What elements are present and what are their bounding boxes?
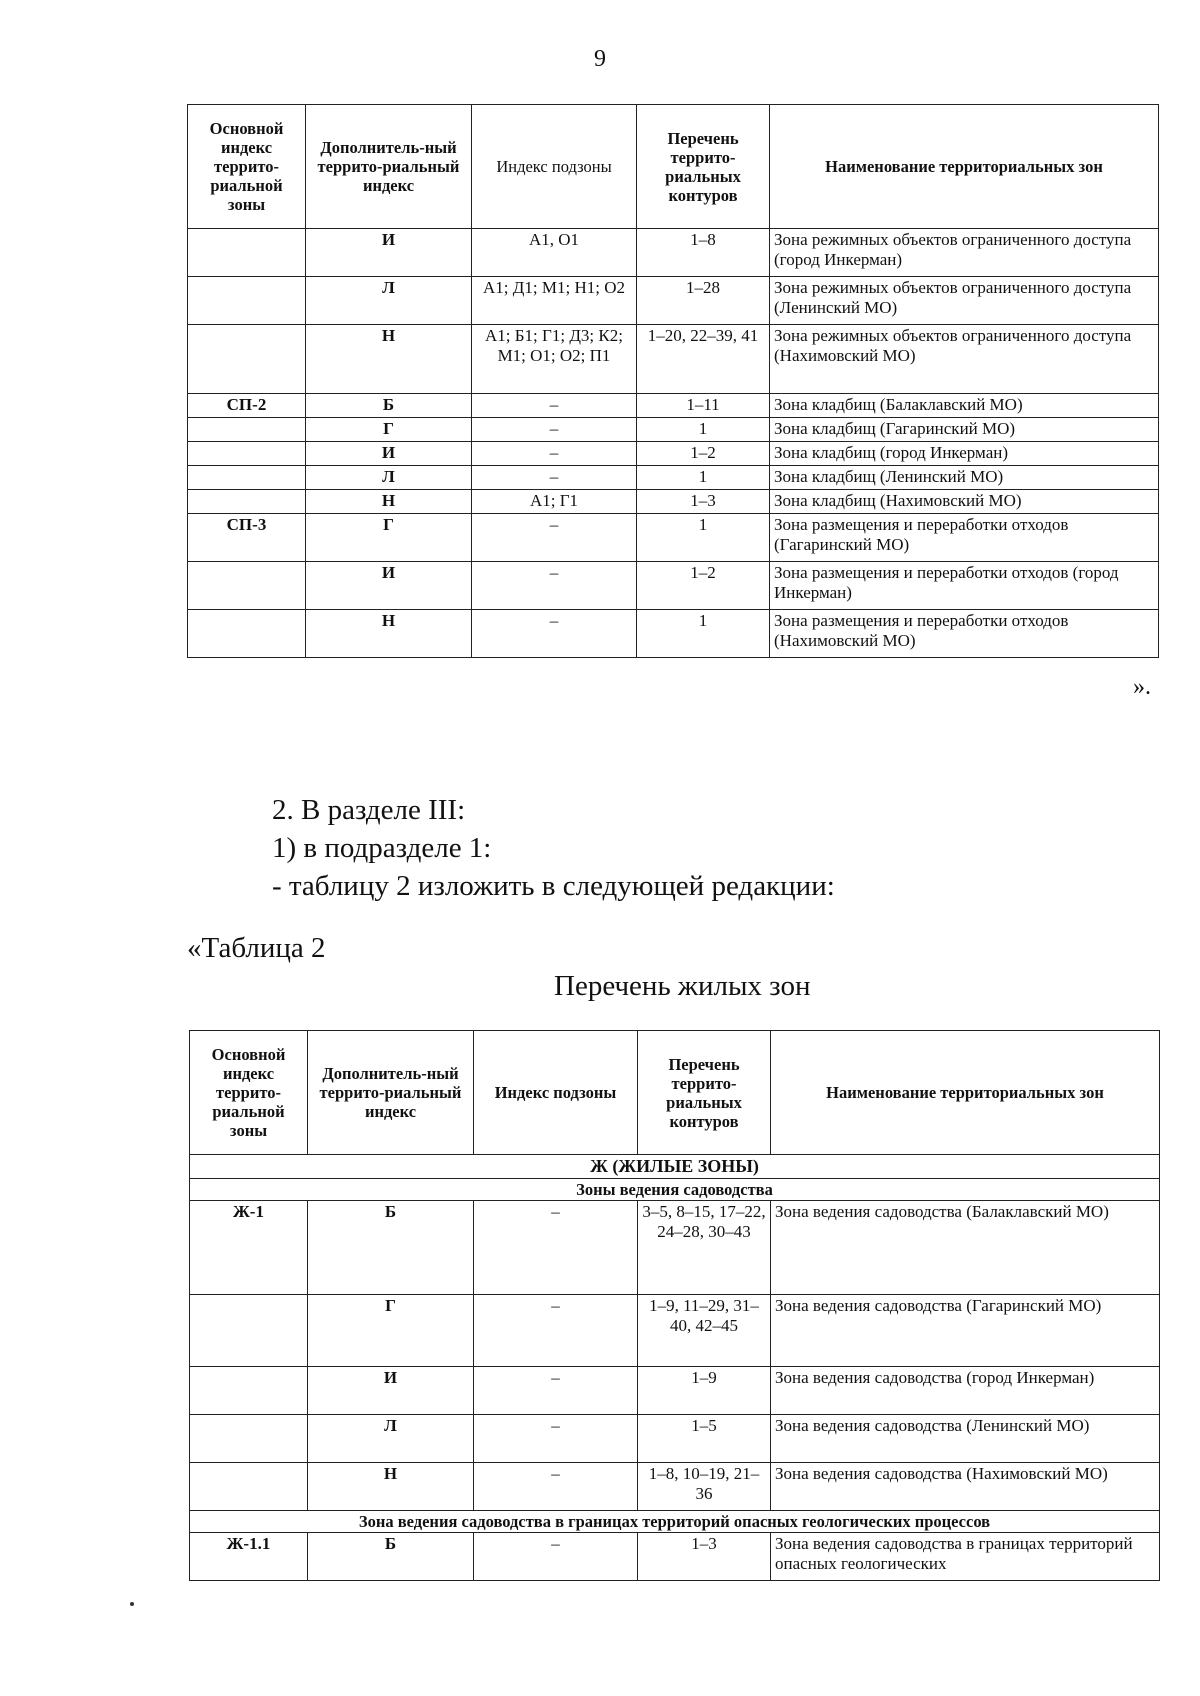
subsection-row bbox=[190, 1511, 1160, 1533]
zone-name-cell: Зона размещения и переработки отходов (Нахимовский МО) bbox=[770, 610, 1159, 658]
main-index-cell bbox=[188, 562, 306, 610]
header-contours: Перечень террито-риальных контуров bbox=[637, 105, 770, 229]
table-row bbox=[188, 466, 1159, 490]
table-row bbox=[188, 562, 1159, 610]
closing-quote: ». bbox=[1133, 674, 1151, 700]
zone-name-cell: Зона ведения садоводства (Гагаринский МО) bbox=[771, 1295, 1160, 1367]
contours-cell: 1–9 bbox=[638, 1367, 771, 1415]
subzone-cell: – bbox=[474, 1201, 638, 1295]
contours-cell: 1 bbox=[637, 514, 770, 562]
extra-index-cell: И bbox=[308, 1367, 474, 1415]
section-title: Ж (ЖИЛЫЕ ЗОНЫ) bbox=[190, 1155, 1160, 1179]
table-row bbox=[188, 229, 1159, 277]
header-subzone-index: Индекс подзоны bbox=[472, 105, 637, 229]
table-header-row bbox=[188, 105, 1159, 229]
main-index-cell: СП-3 bbox=[188, 514, 306, 562]
contours-cell: 1–20, 22–39, 41 bbox=[637, 325, 770, 394]
contours-cell: 1 bbox=[637, 610, 770, 658]
table-row bbox=[188, 610, 1159, 658]
zone-name-cell: Зона кладбищ (город Инкерман) bbox=[770, 442, 1159, 466]
table-row bbox=[188, 442, 1159, 466]
extra-index-cell: Н bbox=[308, 1463, 474, 1511]
contours-cell: 1–3 bbox=[637, 490, 770, 514]
section-row bbox=[190, 1155, 1160, 1179]
subzone-cell: – bbox=[472, 466, 637, 490]
main-index-cell bbox=[188, 466, 306, 490]
main-index-cell bbox=[188, 325, 306, 394]
subzone-cell: – bbox=[474, 1367, 638, 1415]
main-index-cell: Ж-1 bbox=[190, 1201, 308, 1295]
contours-cell: 1–2 bbox=[637, 562, 770, 610]
extra-index-cell: Н bbox=[306, 490, 472, 514]
table-row bbox=[188, 490, 1159, 514]
subzone-cell: А1; Г1 bbox=[472, 490, 637, 514]
header-extra-index: Дополнитель-ный террито-риальный индекс bbox=[306, 105, 472, 229]
territorial-zones-table-continued bbox=[187, 104, 1159, 658]
zone-name-cell: Зона ведения садоводства (город Инкерман) bbox=[771, 1367, 1160, 1415]
extra-index-cell: И bbox=[306, 442, 472, 466]
extra-index-cell: Г bbox=[308, 1295, 474, 1367]
table-row bbox=[188, 277, 1159, 325]
table-row bbox=[188, 514, 1159, 562]
contours-cell: 1–8, 10–19, 21–36 bbox=[638, 1463, 771, 1511]
contours-cell: 1–9, 11–29, 31–40, 42–45 bbox=[638, 1295, 771, 1367]
header-subzone-index: Индекс подзоны bbox=[474, 1031, 638, 1155]
subzone-cell: А1; Б1; Г1; Д3; К2; М1; О1; О2; П1 bbox=[472, 325, 637, 394]
zone-name-cell: Зона ведения садоводства (Балаклавский МО) bbox=[771, 1201, 1160, 1295]
table-header-row bbox=[190, 1031, 1160, 1155]
header-zone-name: Наименование территориальных зон bbox=[770, 105, 1159, 229]
table-row bbox=[188, 418, 1159, 442]
header-main-index: Основной индекс террито-риальной зоны bbox=[188, 105, 306, 229]
subsection-row bbox=[190, 1179, 1160, 1201]
zone-name-cell: Зона кладбищ (Нахимовский МО) bbox=[770, 490, 1159, 514]
subzone-cell: – bbox=[472, 562, 637, 610]
extra-index-cell: Б bbox=[308, 1533, 474, 1581]
main-index-cell bbox=[190, 1415, 308, 1463]
table-row bbox=[188, 394, 1159, 418]
main-index-cell: Ж-1.1 bbox=[190, 1533, 308, 1581]
scan-speck bbox=[130, 1602, 134, 1606]
header-contours: Перечень террито-риальных контуров bbox=[638, 1031, 771, 1155]
page-number: 9 bbox=[594, 46, 606, 72]
main-index-cell bbox=[190, 1463, 308, 1511]
zone-name-cell: Зона режимных объектов ограниченного доступа (Ленинский МО) bbox=[770, 277, 1159, 325]
zone-name-cell: Зона кладбищ (Балаклавский МО) bbox=[770, 394, 1159, 418]
subzone-cell: А1, О1 bbox=[472, 229, 637, 277]
subzone-cell: А1; Д1; М1; Н1; О2 bbox=[472, 277, 637, 325]
extra-index-cell: И bbox=[306, 229, 472, 277]
main-index-cell bbox=[190, 1367, 308, 1415]
extra-index-cell: Г bbox=[306, 514, 472, 562]
contours-cell: 1 bbox=[637, 466, 770, 490]
extra-index-cell: Л bbox=[306, 277, 472, 325]
contours-cell: 1–2 bbox=[637, 442, 770, 466]
header-extra-index: Дополнитель-ный террито-риальный индекс bbox=[308, 1031, 474, 1155]
contours-cell: 1–11 bbox=[637, 394, 770, 418]
table-row bbox=[190, 1201, 1160, 1295]
table-row bbox=[190, 1463, 1160, 1511]
zone-name-cell: Зона кладбищ (Гагаринский МО) bbox=[770, 418, 1159, 442]
main-index-cell bbox=[188, 418, 306, 442]
contours-cell: 3–5, 8–15, 17–22, 24–28, 30–43 bbox=[638, 1201, 771, 1295]
main-index-cell bbox=[188, 610, 306, 658]
table-row bbox=[190, 1533, 1160, 1581]
subsection-title: Зона ведения садоводства в границах территорий опасных геологических процессов bbox=[190, 1511, 1160, 1533]
extra-index-cell: Л bbox=[308, 1415, 474, 1463]
main-index-cell bbox=[188, 229, 306, 277]
zone-name-cell: Зона ведения садоводства (Ленинский МО) bbox=[771, 1415, 1160, 1463]
main-index-cell bbox=[190, 1295, 308, 1367]
subzone-cell: – bbox=[474, 1295, 638, 1367]
extra-index-cell: Л bbox=[306, 466, 472, 490]
zone-name-cell: Зона режимных объектов ограниченного доступа (город Инкерман) bbox=[770, 229, 1159, 277]
residential-zones-table bbox=[189, 1030, 1160, 1581]
subzone-cell: – bbox=[472, 394, 637, 418]
extra-index-cell: Н bbox=[306, 610, 472, 658]
table2-title: Перечень жилых зон bbox=[554, 970, 811, 1002]
header-zone-name: Наименование территориальных зон bbox=[771, 1031, 1160, 1155]
zone-name-cell: Зона режимных объектов ограниченного доступа (Нахимовский МО) bbox=[770, 325, 1159, 394]
zone-name-cell: Зона ведения садоводства (Нахимовский МО) bbox=[771, 1463, 1160, 1511]
contours-cell: 1 bbox=[637, 418, 770, 442]
extra-index-cell: И bbox=[306, 562, 472, 610]
table-row bbox=[190, 1415, 1160, 1463]
table-row bbox=[190, 1295, 1160, 1367]
subzone-cell: – bbox=[474, 1463, 638, 1511]
table-row bbox=[188, 325, 1159, 394]
contours-cell: 1–28 bbox=[637, 277, 770, 325]
main-index-cell bbox=[188, 277, 306, 325]
contours-cell: 1–3 bbox=[638, 1533, 771, 1581]
header-main-index: Основной индекс террито-риальной зоны bbox=[190, 1031, 308, 1155]
subzone-cell: – bbox=[472, 418, 637, 442]
table2-label: «Таблица 2 bbox=[187, 932, 326, 964]
main-index-cell: СП-2 bbox=[188, 394, 306, 418]
subzone-cell: – bbox=[472, 442, 637, 466]
zone-name-cell: Зона размещения и переработки отходов (город Инкерман) bbox=[770, 562, 1159, 610]
body-text-line-1: 2. В разделе III: bbox=[272, 794, 466, 826]
extra-index-cell: Б bbox=[308, 1201, 474, 1295]
zone-name-cell: Зона ведения садоводства в границах территорий опасных геологических bbox=[771, 1533, 1160, 1581]
body-text-line-3: - таблицу 2 изложить в следующей редакции: bbox=[272, 870, 835, 902]
main-index-cell bbox=[188, 442, 306, 466]
extra-index-cell: Б bbox=[306, 394, 472, 418]
extra-index-cell: Г bbox=[306, 418, 472, 442]
subzone-cell: – bbox=[474, 1533, 638, 1581]
contours-cell: 1–8 bbox=[637, 229, 770, 277]
subzone-cell: – bbox=[472, 514, 637, 562]
main-index-cell bbox=[188, 490, 306, 514]
extra-index-cell: Н bbox=[306, 325, 472, 394]
contours-cell: 1–5 bbox=[638, 1415, 771, 1463]
table-row bbox=[190, 1367, 1160, 1415]
body-text-line-2: 1) в подразделе 1: bbox=[272, 832, 492, 864]
subsection-title: Зоны ведения садоводства bbox=[190, 1179, 1160, 1201]
subzone-cell: – bbox=[472, 610, 637, 658]
zone-name-cell: Зона размещения и переработки отходов (Гагаринский МО) bbox=[770, 514, 1159, 562]
subzone-cell: – bbox=[474, 1415, 638, 1463]
zone-name-cell: Зона кладбищ (Ленинский МО) bbox=[770, 466, 1159, 490]
